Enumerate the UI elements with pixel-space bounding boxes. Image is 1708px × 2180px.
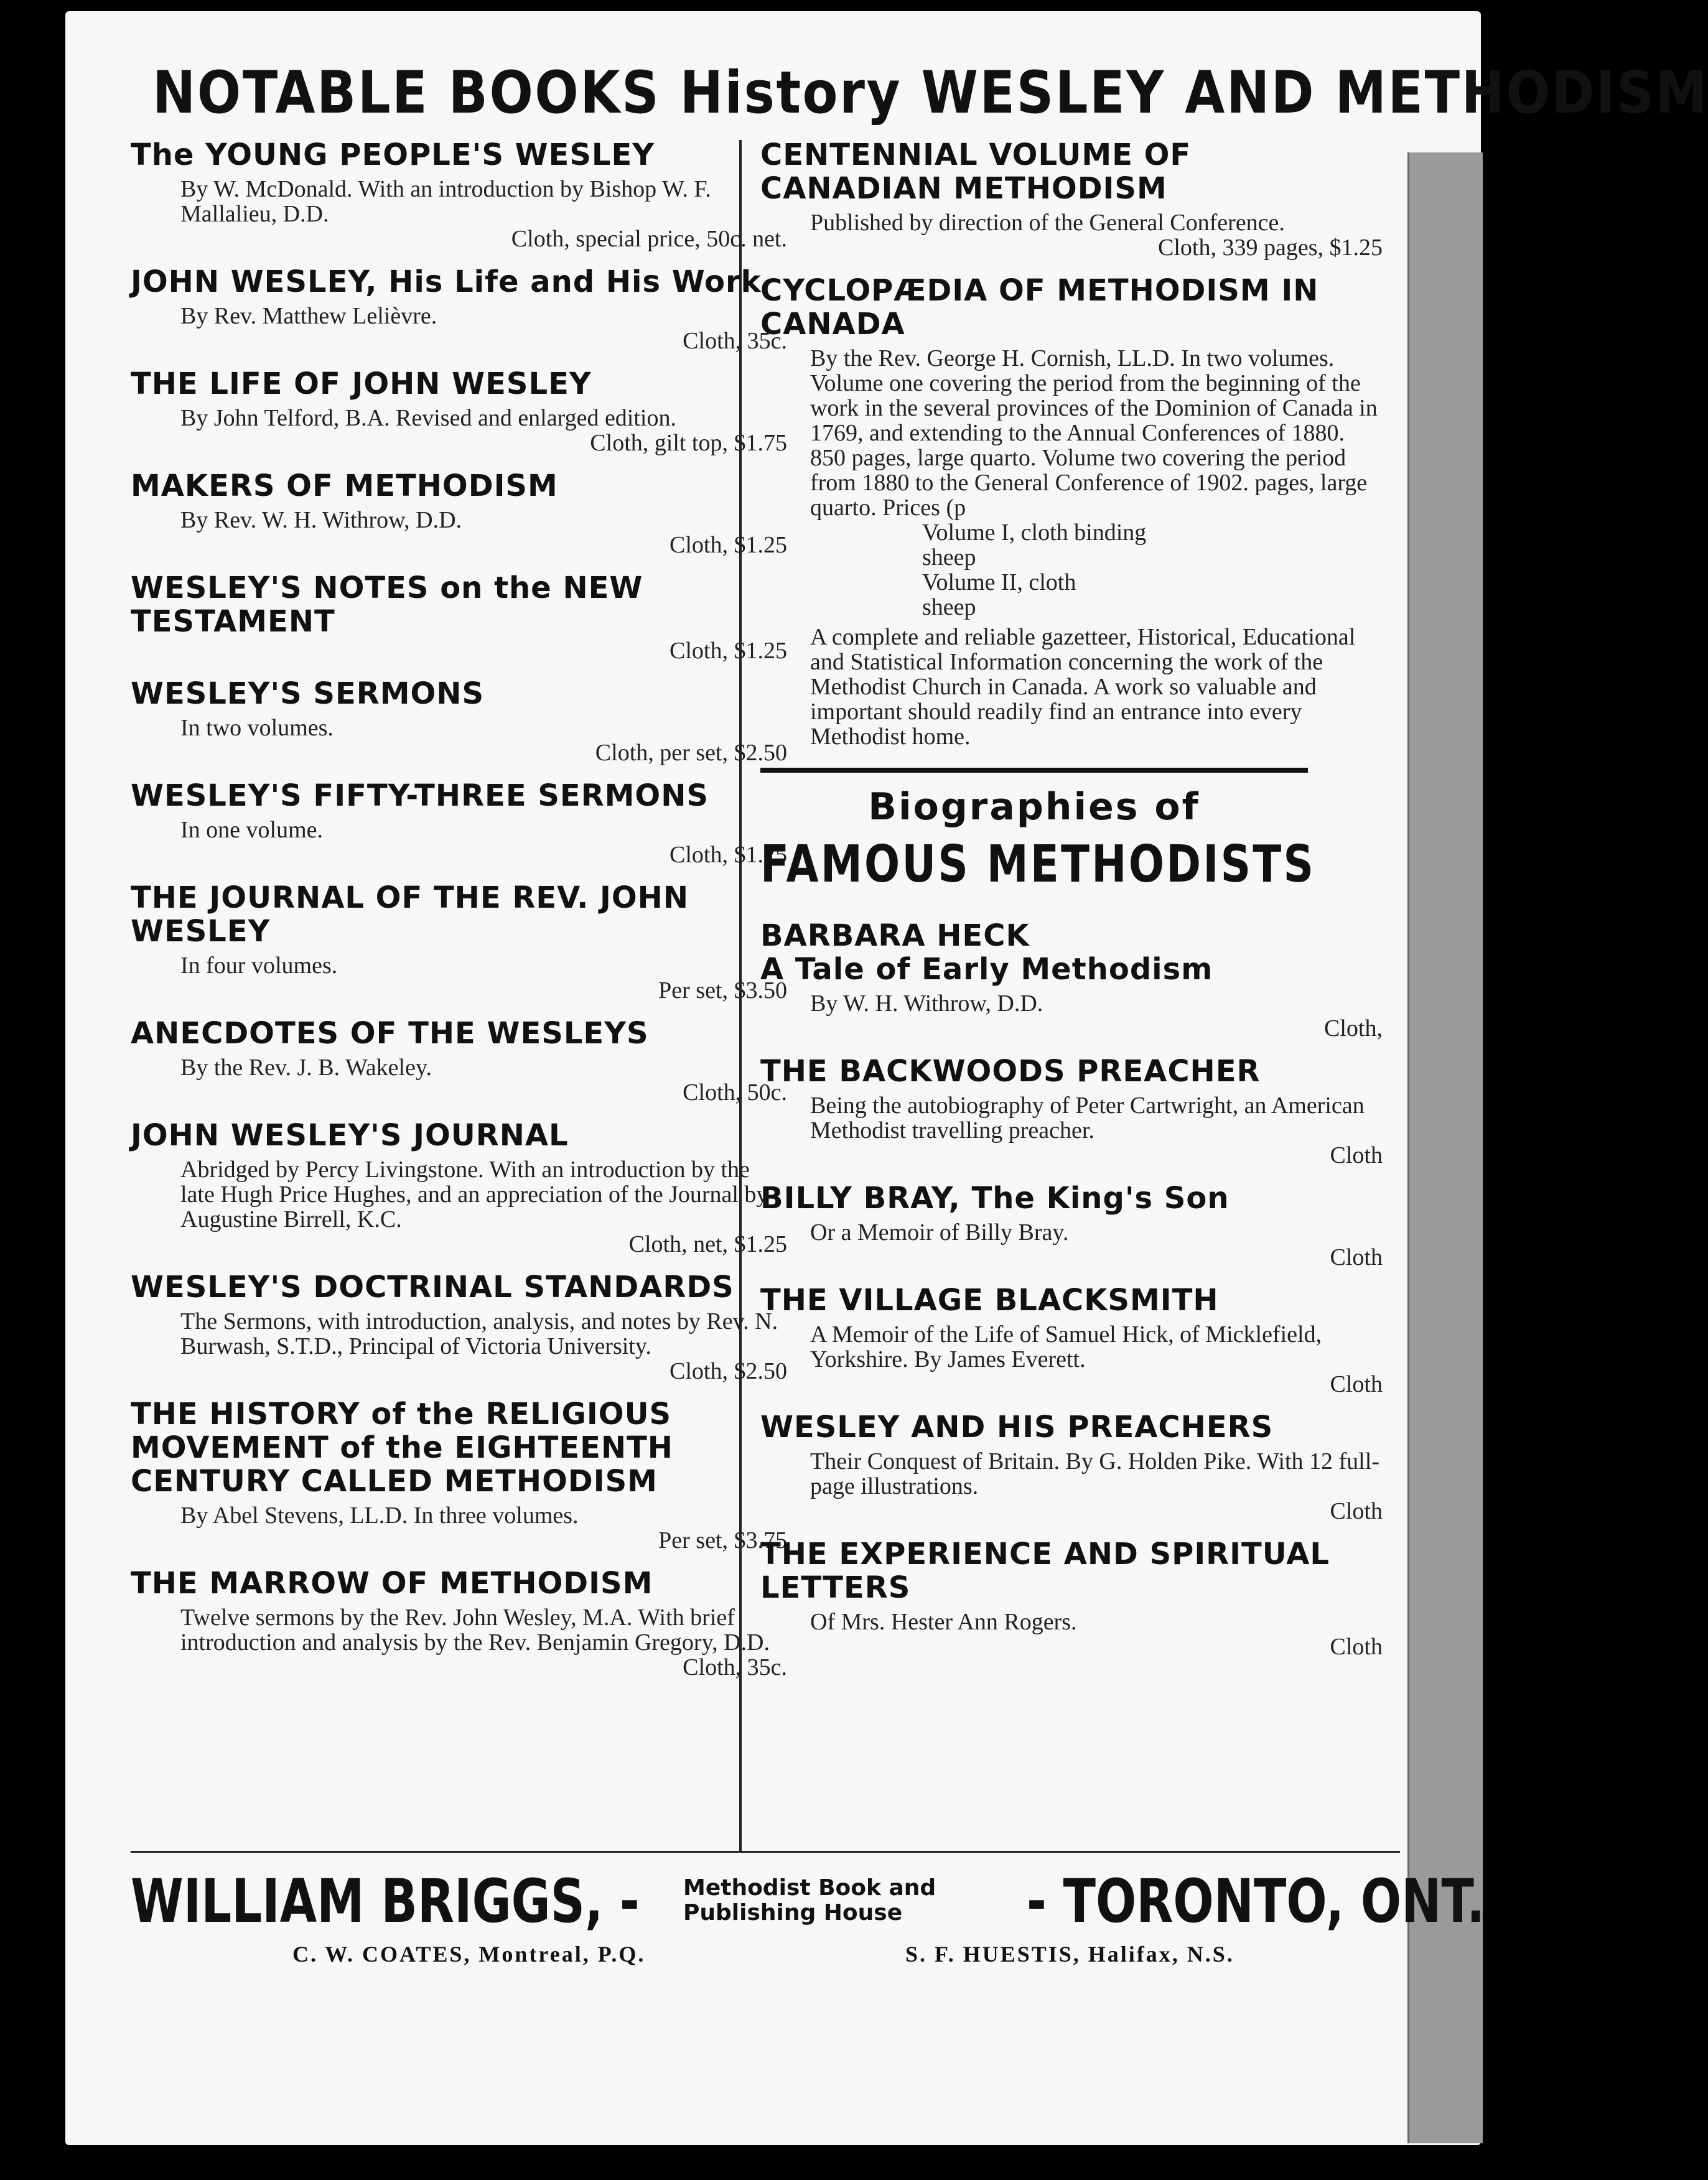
book-description: By Rev. Matthew Lelièvre. [180,303,437,329]
book-title: WESLEY'S FIFTY-THREE SERMONS [131,778,709,813]
biography-entry [760,1283,1383,1397]
book-entry [131,1119,787,1257]
book-title: WESLEY'S NOTES on the NEW TESTAMENT [131,571,643,639]
book-price: Per set, $3.50 [658,977,787,1004]
book-entry [131,881,787,1003]
book-description: By John Telford, B.A. Revised and enlarged edition. [180,405,676,431]
footer-divider [131,1851,1400,1853]
price-line: sheep [922,594,976,620]
book-entry [131,1270,787,1384]
book-description: Abridged by Percy Livingstone. With an introduction by the late Hugh Price Hughes, and an appreciation of the Journal by Augustine Birrell, K.C. [180,1157,768,1232]
book-description: By W. H. Withrow, D.D. [810,990,1043,1017]
page-title: NOTABLE BOOKS History WESLEY AND METHODISM [152,59,1708,127]
publisher-city: - TORONTO, ONT. [1027,1866,1485,1936]
section-subtitle: Biographies of [868,785,1200,829]
book-description: By the Rev. J. B. Wakeley. [180,1055,432,1081]
book-title: MAKERS OF METHODISM [131,468,558,503]
book-price: Cloth, $2.50 [670,1358,787,1384]
book-title: CYCLOPÆDIA OF METHODISM IN CANADA [760,273,1319,342]
book-price: Per set, $3.75 [658,1527,787,1553]
book-title: The YOUNG PEOPLE'S WESLEY [131,137,655,172]
book-title: JOHN WESLEY, His Life and His Work [131,264,762,299]
book-title: WESLEY'S DOCTRINAL STANDARDS [131,1270,734,1305]
book-description: Published by direction of the General Conference. [810,210,1285,236]
book-price: Cloth, 339 pages, $1.25 [1158,235,1383,261]
book-price: Cloth, 35c. [683,328,787,354]
price-line: sheep [922,544,976,571]
book-entry [131,1567,787,1680]
book-entry [131,571,787,663]
book-title: BILLY BRAY, The King's Son [760,1181,1230,1216]
book-price: Cloth [1330,1498,1383,1524]
price-line: Volume I, cloth binding [922,519,1147,546]
book-price: Cloth, $1.25 [670,842,787,868]
book-description: Being the autobiography of Peter Cartwright, an American Methodist travelling preacher. [810,1092,1365,1144]
book-entry [131,1017,787,1105]
book-title: THE BACKWOODS PREACHER [760,1054,1261,1089]
book-entry [131,138,787,251]
biography-entry [760,1055,1383,1168]
book-price: Cloth [1330,1634,1383,1660]
book-description: Their Conquest of Britain. By G. Holden Pike. With 12 full-page illustrations. [810,1448,1379,1499]
publisher-name: WILLIAM BRIGGS, - [131,1866,640,1936]
book-description: By Rev. W. H. Withrow, D.D. [180,507,462,533]
book-description: The Sermons, with introduction, analysis, and notes by Rev. N. Burwash, S.T.D., Principal of Victoria University. [180,1308,778,1359]
book-price: Cloth [1330,1371,1383,1397]
book-description: Twelve sermons by the Rev. John Wesley, M.A. With brief introduction and analysis by the Rev. Benjamin Gregory, D.D. [180,1605,770,1656]
book-price: Cloth, net, $1.25 [628,1231,787,1257]
book-entry [760,138,1383,260]
book-entry [131,265,787,353]
book-title: WESLEY'S SERMONS [131,676,485,711]
section-title: FAMOUS METHODISTS [760,835,1316,894]
book-price: Cloth, per set, $2.50 [595,740,787,766]
book-title: CENTENNIAL VOLUME OF CANADIAN METHODISM [760,137,1192,206]
book-title: ANECDOTES OF THE WESLEYS [131,1016,649,1051]
section-rule [760,768,1308,773]
book-title: THE MARROW OF METHODISM [131,1566,653,1601]
publisher-imprint [683,1876,936,1926]
book-description: In one volume. [180,817,324,843]
price-line: Volume II, cloth [922,569,1076,595]
book-title: THE EXPERIENCE AND SPIRITUAL LETTERS [760,1537,1330,1605]
book-title: THE HISTORY of the RELIGIOUS MOVEMENT of the EIGHTEENTH CENTURY CALLED METHODISM [131,1397,673,1499]
biography-entry [760,1181,1383,1270]
book-title: BARBARA HECK [760,918,1030,953]
book-entry [131,367,787,455]
book-title: THE LIFE OF JOHN WESLEY [131,366,592,401]
book-price: Cloth, 35c. [683,1654,787,1680]
biography-entry [760,1537,1383,1659]
book-description: By W. McDonald. With an introduction by Bishop W. F. Mallalieu, D.D. [180,176,711,227]
book-entry [760,274,1383,749]
book-description: By Abel Stevens, LL.D. In three volumes. [180,1502,579,1529]
book-description: In two volumes. [180,715,334,741]
book-title: THE VILLAGE BLACKSMITH [760,1283,1219,1318]
book-price: Cloth, $1.25 [670,638,787,664]
book-description: Of Mrs. Hester Ann Rogers. [810,1609,1077,1635]
tape-strip [1407,152,1483,2143]
right-column [760,138,1383,1673]
book-entry [131,779,787,867]
left-column [131,138,787,1693]
biography-entry [760,919,1383,1041]
book-price: Cloth, special price, 50c. net. [511,226,787,252]
agent-halifax: S. F. HUESTIS, Halifax, N.S. [905,1942,1234,1967]
book-price: Cloth, 50c. [683,1079,787,1106]
book-description: Or a Memoir of Billy Bray. [810,1219,1069,1246]
book-title: THE JOURNAL OF THE REV. JOHN WESLEY [131,880,689,949]
book-description: In four volumes. [180,953,338,979]
book-entry [131,469,787,557]
book-description: By the Rev. George H. Cornish, LL.D. In two volumes. Volume one covering the period from the beginning of the work in the several provinces of the Dominion of Canada in 1769, and extending to the Annual Conferences of 1880. 850 pages, large quarto. Volume two covering the period from 1880 to the General Conference of 1902. pages, large quarto. Prices (p [810,345,1378,521]
book-price: Cloth [1330,1142,1383,1168]
book-title: JOHN WESLEY'S JOURNAL [131,1118,569,1153]
agent-montreal: C. W. COATES, Montreal, P.Q. [292,1942,646,1967]
book-price: Cloth, $1.25 [670,532,787,558]
book-entry [131,1397,787,1553]
book-subtitle: A Tale of Early Methodism [760,952,1213,987]
book-price: Cloth [1330,1244,1383,1270]
imprint-line: Methodist Book and [683,1875,936,1901]
biography-entry [760,1410,1383,1524]
book-note: A complete and reliable gazetteer, Historical, Educational and Statistical Information concerning the work of the Methodist Church in Canada. A work so valuable and important should readily find an entrance into every Methodist home. [810,624,1356,750]
book-description: A Memoir of the Life of Samuel Hick, of Micklefield, Yorkshire. By James Everett. [810,1321,1322,1372]
book-price: Cloth, gilt top, $1.75 [590,430,787,456]
book-price: Cloth, [1324,1015,1383,1041]
imprint-line: Publishing House [683,1900,903,1926]
book-title: WESLEY AND HIS PREACHERS [760,1410,1274,1445]
book-entry [131,677,787,765]
